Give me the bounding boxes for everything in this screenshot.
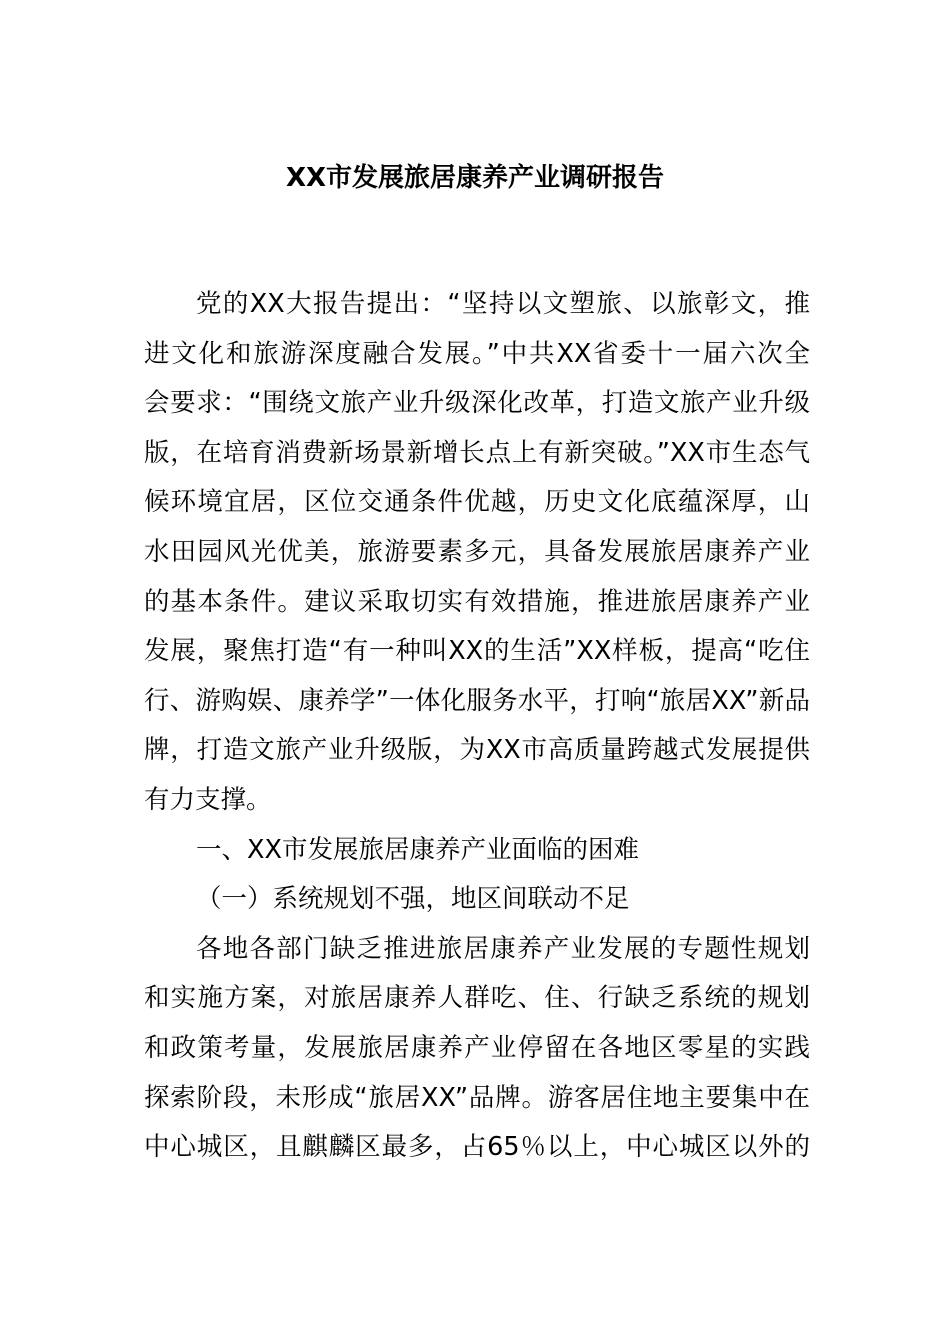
paragraph-line: 发展，聚焦打造“有一种叫XX的生活”XX样板，提高“吃住 (144, 636, 810, 667)
paragraph-body (144, 925, 810, 1173)
paragraph-intro (144, 280, 810, 826)
paragraph-line: 有力支撑。 (144, 784, 272, 815)
section-heading: 一、XX市发展旅居康养产业面临的困难 (196, 834, 639, 865)
paragraph-line: 进文化和旅游深度融合发展。”中共XX省委十一届六次全 (144, 338, 810, 369)
document-body (144, 280, 810, 1173)
paragraph-line: 和政策考量，发展旅居康养产业停留在各地区零星的实践 (144, 1032, 810, 1063)
subsection-heading: （一）系统规划不强，地区间联动不足 (196, 884, 630, 915)
paragraph-line: 的基本条件。建议采取切实有效措施，推进旅居康养产业 (144, 586, 810, 617)
paragraph-line: 版，在培育消费新场景新增长点上有新突破。”XX市生态气 (144, 437, 810, 468)
document-title: XX市发展旅居康养产业调研报告 (285, 163, 665, 193)
paragraph-line: 候环境宜居，区位交通条件优越，历史文化底蕴深厚，山 (144, 487, 810, 518)
paragraph-line: 行、游购娱、康养学”一体化服务水平，打响“旅居XX”新品 (144, 685, 810, 716)
paragraph-line: 各地各部门缺乏推进旅居康养产业发展的专题性规划 (196, 933, 810, 964)
paragraph-line: 牌，打造文旅产业升级版，为XX市高质量跨越式发展提供 (144, 735, 810, 766)
paragraph-line: 党的XX大报告提出：“坚持以文塑旅、以旅彰文，推 (196, 289, 810, 319)
paragraph-line: 探索阶段，未形成“旅居XX”品牌。游客居住地主要集中在 (144, 1082, 810, 1113)
paragraph-line: 水田园风光优美，旅游要素多元，具备发展旅居康养产业 (144, 536, 810, 567)
paragraph-line: 中心城区，且麒麟区最多，占65％以上，中心城区以外的 (144, 1132, 810, 1163)
paragraph-line: 和实施方案，对旅居康养人群吃、住、行缺乏系统的规划 (144, 983, 810, 1014)
paragraph-line: 会要求：“围绕文旅产业升级深化改革，打造文旅产业升级 (144, 388, 810, 419)
